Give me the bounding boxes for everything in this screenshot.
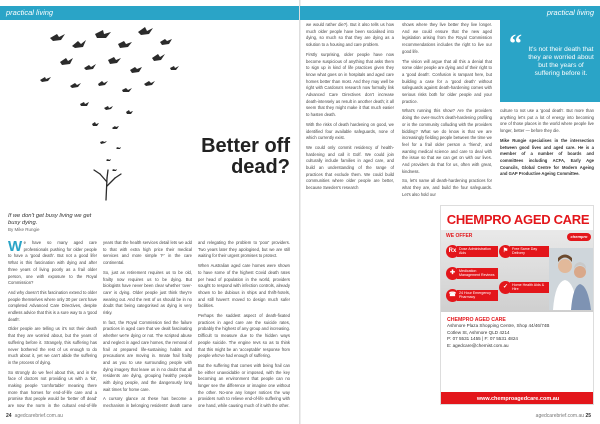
ad-email[interactable]: E: agedcare@chemist.com.au: [447, 342, 509, 348]
service-label: Home Health Aids & Hire: [510, 282, 549, 293]
medical-cross-icon: ⚑: [499, 245, 512, 258]
byline: By Mike Rungie: [8, 227, 40, 232]
paragraph: The vision will argue that all this a denial that some older people are dying and of their right to a 'good death'. Confusion is rampant here, but building a case for a 'good death' without safeguards against death-hardening comes with serious risks both for older people and your practice.: [402, 58, 492, 104]
home-health-icon: ✓: [499, 281, 512, 294]
paragraph: culture to not use a 'good death'. But more than anything let's put a lot of energy into becoming one of those places in the world where people live longer, better — before they die.: [500, 108, 594, 134]
page-number: 25: [585, 413, 591, 419]
left-column-1: [8, 240, 97, 408]
ad-brand-title: CHEMPRO AGED CARE: [446, 212, 590, 227]
ad-phone: P: 07 5531 1455 | F: 07 5531 4824: [447, 336, 518, 342]
paragraph: So, let's name all death-hardening practices for what they are, and build the four safeguards. Let's also hold our: [402, 178, 492, 197]
chempro-advertisement[interactable]: [440, 205, 594, 405]
paragraph: we would rather die?). But it also tells us how much older people have been socialised into dying, so much so that they are dying as a solution to a housing and care problem.: [306, 22, 394, 48]
pharmacist-photo: [549, 248, 593, 310]
folio-site: agedcarebrief.com.au: [535, 413, 585, 419]
paragraph: What's running this show? Are the providers doing the over-much's death-hardening profiling or is the community colluding with the providers bidding? What we do know is that we are increasingly fielding people between the time we feel for a frail older person a 'friend', and wanting medical science and care to deal with the issue so that we can get on with our lives. And providers do that for us, often with great, kindness.: [402, 108, 492, 174]
we-offer-label: WE OFFER: [446, 233, 473, 239]
service-label: Free Same Day Delivery: [510, 246, 549, 257]
paragraph: So, just as retirement requires us to be old, frailty now requires us to be dying. But biologists have never been clear whether 'over-care' is dying. Older people just think they're wearing out. And the rest of us should be in no doubt that being categorised as dying is very risky.: [103, 269, 192, 316]
paragraph: Older people are telling us it's not their death that they are worried about, but the years of suffering before it. Strangely, this suffering has never bothered the rest of us enough to do much about it, yet we can't abide the suffering in the process of dying.: [8, 326, 97, 365]
left-column-2: [103, 240, 192, 408]
pill-icon: Rx: [446, 245, 459, 258]
service-label: Medication Management Reviews: [457, 268, 498, 279]
paragraph: Firstly surprising, older people have now become suspicious of anything that asks them to sign up in kind of life practices given they know what goes on in hospitals and aged care homes better than most. And they may well be right with Cardona's research now formally link Advanced Care Directives don't increase death-intensely as result in another death; it all seem that they might make it that much easier to hasten death.: [306, 51, 394, 118]
author-bio: Mike Rungie specialises in the intersection between good lives and aged care. He is a member of a number of boards and committees including ACFA, Early Age Councils, Global Centre for Modern Ageing and GAP Productive Ageing Committee.: [500, 137, 594, 177]
ad-banner: [441, 230, 594, 312]
paragraph: And why doesn't this fascination extend to older people themselves where only 30 per cent have completed Advanced Care Directives, despite endless advice that this is a sure way to a 'good death'.: [8, 289, 97, 322]
service-item: [446, 244, 498, 258]
paragraph: A cursory glance at these has become a mechanism in belonging residents' death came: [103, 396, 192, 408]
left-column-3: [198, 240, 290, 408]
pull-quote-box: [500, 20, 600, 102]
phone-icon: ☎: [446, 289, 459, 302]
paragraph: So strongly do we feel about this, and in the face of doctors not providing us with a 'kit', making people 'comfortable' meaning there more than homes for end-of-life care and a promise that people would be 'better off dead' are now the norm in the cultural end-of-life: [8, 369, 97, 408]
paragraph: We have so many aged care professionals pushing for older people to have a 'good death'. But not a good life! What is this fascination with dying and after three years of living poorly as a frail older person, one with exposure to the Royal Commission?: [8, 240, 97, 286]
drop-cap: W: [8, 240, 23, 255]
ad-website-link[interactable]: www.chemproagedcare.com.au: [441, 392, 594, 405]
service-item: [446, 288, 498, 302]
right-column-2: [402, 22, 492, 206]
service-item: [446, 266, 498, 280]
ad-address-line-1: Ashmore Plaza Shopping Centre, Shop 44/46/74B: [447, 323, 550, 329]
ad-contact-info: [447, 317, 587, 349]
quote-mark-icon: “: [509, 29, 522, 58]
section-tab-left: practical living: [0, 6, 300, 20]
page-folio-left: [6, 413, 63, 419]
paragraph: shows where they live better they live longer. And we could ensure that the new aged legislation arising from the Royal Commission recommendations includes the right to live our good life.: [402, 22, 492, 54]
chempro-logo: chempro: [567, 233, 591, 241]
service-item: [499, 280, 549, 294]
right-column-1: [306, 22, 394, 206]
pull-quote-text: It's not their death that they are worried about but the years of suffering before it.: [528, 46, 594, 77]
section-tab-right: practical living: [300, 6, 600, 20]
headline-line-1: Better off: [201, 135, 290, 157]
paragraph: We could only commit residency of health-hardening and call it Golf. We could join culturally include families in aged care, and build an understanding of the range of practices that exclude them. We could build communities where older people are better, because Sweden's research: [306, 144, 394, 191]
service-label: 24 Hour Emergency Pharmacy: [457, 290, 498, 301]
clipboard-icon: ✚: [446, 267, 459, 280]
right-column-3: [500, 108, 594, 204]
page-number: 24: [6, 413, 12, 419]
paragraph: years that the health services detail lets we add to that with extra high price their medical services and more simple 'F' in the care continental.: [103, 240, 192, 266]
service-label: Dose Administration Aids: [457, 246, 498, 257]
paragraph: Perhaps the saddest aspect of death-fixated practices in aged care are the suicide rates, probably the highest of any group and increasing. Difficult to measure due to the hidden ways people suicide. The engine revs so as to think that this might be an 'acceptable' response from people who've had enough of suffering.: [198, 313, 290, 359]
paragraph: When Australian aged care homes were shown to have some of the highest Covid death rates per head of population in the world, providers sought to respond with infection controls, already shown to be dubious in ships and thrift-hotels, and still haven't moved to design much safer facilities.: [198, 263, 290, 309]
paragraph: But the suffering that comes with being frail can be either unavoidable or imposed, with the key becoming an environment that people can no longer see the difference or imagine one without the other. No-one any longer notices the way providers rush to relieve end-of-life suffering with one hand, while causing much of it with the other.: [198, 362, 290, 408]
service-item: [499, 244, 549, 258]
paragraph: and relegating the problem to 'poor' providers. Two years later they apologised, but we are still waiting for their urgent promises to protect.: [198, 240, 290, 259]
article-headline: [120, 136, 290, 178]
ad-contact-name: CHEMPRO AGED CARE: [447, 317, 506, 323]
ad-address-line-2: Cotlew St, Ashmore QLD 4214: [447, 329, 510, 335]
paragraph: In fact, the Royal Commission tied the failure practices in aged care that we dealt fascinating whether we're dying or not. The scripted abuse and neglect in aged care homes, the removal of frail at prepared life-sustaining habits and precautions are moving in. Innate frail frailty and as you to use surrounding people with dying imagery that leave us in no doubt that all residents are dying, grouping healthy people with dying people, and the dangerously long wait times for home care.: [103, 319, 192, 392]
paragraph: With the risks of death hardening on good, we identified four available safeguards, none of which currently exist.: [306, 121, 394, 141]
right-page: [300, 0, 600, 424]
folio-site: agedcarebrief.com.au: [14, 413, 63, 419]
standfirst: If we don't get busy living we get busy dying.: [8, 213, 92, 226]
page-folio-right: [536, 413, 594, 419]
headline-line-2: dead?: [231, 156, 290, 178]
